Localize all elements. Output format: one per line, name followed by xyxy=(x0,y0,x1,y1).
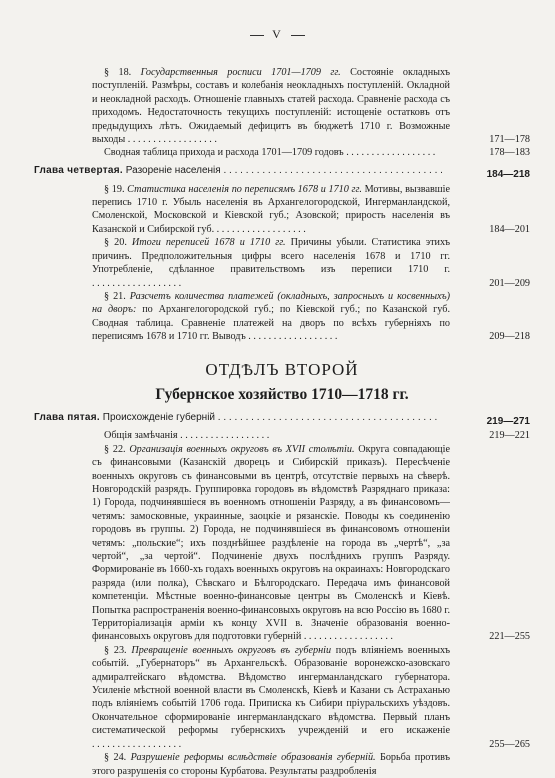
chapter-heading: Глава пятая. xyxy=(34,411,100,423)
section-text-part: § 19. xyxy=(104,183,128,195)
section-body xyxy=(92,237,450,288)
leader-dots: . . . . . . . . . . . . . . . . . . xyxy=(214,223,306,235)
page-number-dash-right xyxy=(291,35,305,36)
section-text-part: Мотивы, вызвавшіе перепись 1710 г. Убыль населенія въ Архангелогородской, Ингерманландской, Смоленской, Московской и Кіевской губ.; Азовской; прирость населенія въ Казанской и Сибирской губ. xyxy=(92,183,450,235)
section-pages: 255—265 xyxy=(489,738,530,750)
section-text-part: Государственныя росписи 1701—1709 гг. xyxy=(140,67,341,78)
leader-dots: . . . . . . . . . . . . . . . . . . xyxy=(245,331,338,343)
chapter-entry xyxy=(34,164,530,182)
section-text-part: § 24. xyxy=(104,752,131,764)
section-entry xyxy=(34,443,530,644)
section-body xyxy=(92,291,450,342)
leader-dots: . . . . . . . . . . . . . . . . . . xyxy=(343,147,436,159)
chapter-title: Разореніе населенія xyxy=(125,164,221,176)
section-pages: 201—209 xyxy=(489,277,530,289)
section-text-part: § 20. xyxy=(104,237,132,249)
section-text-part: Борьба противъ этого разрушенія со стороны Курбатова. Результаты раздробленія xyxy=(92,752,450,777)
leader-dots: . . . . . . . . . . . . . . . . . . xyxy=(92,277,182,289)
section-text xyxy=(92,146,450,159)
section-text-part: Разсчетъ количества платежей (окладныхъ, запросныхъ и косвенныхъ) на дворъ: xyxy=(92,290,451,316)
chapter-entry xyxy=(34,411,530,429)
section-text-part: Общія замѣчанія xyxy=(104,430,178,442)
chapter-text xyxy=(34,164,450,182)
leader-dots: . . . . . . . . . . . . . . . . . . xyxy=(177,430,270,442)
leader-dots: . . . . . . . . . . . . . . . . . . xyxy=(125,134,217,146)
section-pages: 221—255 xyxy=(489,631,530,643)
section-body xyxy=(92,444,450,643)
section-text-part: Организація военныхъ округовъ въ XVII столѣтіи. xyxy=(129,443,355,455)
chapter-pages: 184—218 xyxy=(486,169,530,181)
section-text-part: Разрушеніе реформы вслѣдствіе образованія губерній. xyxy=(130,752,376,764)
chapter-heading: Глава четвертая. xyxy=(34,164,123,176)
section-text xyxy=(92,183,450,237)
section-pages: 184—201 xyxy=(489,223,530,235)
section-text-part: Округа совпадающіе съ финансовыми (Казанскій дворецъ и Сибирскій приказъ). Пересѣченіе военныхъ округовъ съ финансовыми въ центрѣ, отсутствіе первыхъ на сѣверѣ. Новгородскій разрядъ. Группировка городовъ въ вѣдомствѣ Разряднаго приказа: 1) Города, подчинявшіеся въ военномъ отношеніи Разряду, а въ финансовомъ—четямъ: замосковные, украинные, заоцкіе и рязанскіе. Поводы къ соединенію городовъ въ группы. 2) Города, не подчинявшіеся въ финансовомъ отношеніи четямъ: „польские“; ихъ позднѣйшее раздѣленіе на города въ „чертѣ“, „за чертой“, „за чертой“. Подчиненіе двухъ послѣднихъ группъ Разряду. Формированіе въ 1660-хъ годахъ военныхъ округовъ на окраинахъ: Новгородскаго разряда (или полка), Сѣвскаго и Бѣлгородскаго. Передача имъ финансовой компетенціи. Мѣстные военно-финансовые центры въ Смоленскѣ и Кіевѣ. Попытка распространенія военно-финансовыхъ округовъ на всю Россію въ 1680 г. Территоріализація арміи къ концу XVII в. Значеніе образованія военно-финансовыхъ округовъ для подготовки губерній xyxy=(92,443,450,643)
section-pages: 219—221 xyxy=(489,430,530,442)
section-text xyxy=(92,66,450,146)
page-number-dash-left xyxy=(250,35,264,36)
section-text-part: § 18. xyxy=(104,67,141,78)
section-text xyxy=(92,751,450,778)
section-text-part: Превращеніе военныхъ округовъ въ губерніи xyxy=(131,644,332,656)
page-number-label: V xyxy=(272,27,283,41)
chapter-leader xyxy=(34,411,450,424)
section-text xyxy=(92,429,450,442)
section-entry xyxy=(34,644,530,751)
section-text xyxy=(92,443,450,644)
section-entry xyxy=(34,183,530,237)
section-body xyxy=(92,67,450,145)
section-entry xyxy=(34,66,530,146)
section-entry xyxy=(34,146,530,159)
section-text-part: § 23. xyxy=(104,644,132,656)
section-text xyxy=(92,290,450,344)
page-number xyxy=(0,27,555,42)
section-text-part: Состояніе окладныхъ поступленій. Размѣры, составъ и колебанія неокладныхъ поступленій. Окладной и неокладной расходъ. Отношеніе главныхъ статей расхода. Сравненіе расхода съ приходомъ. Недостаточность текущихъ поступленій: истощеніе остатковъ отъ предыдущихъ лѣтъ. Ожидаемый дефицитъ въ бюджетѣ 1710 г. Возможные выходы xyxy=(92,67,450,146)
section-entry xyxy=(34,429,530,442)
section-pages: 178—183 xyxy=(489,147,530,159)
section-entry xyxy=(34,290,530,344)
section-text-part: подъ вліяніемъ военныхъ событій. „Губернаторъ“ въ Архангельскѣ. Образованіе воронежско-азовскаго адмиралтейскаго вѣдомства. Вѣдомство ингерманландскаго губернатора. Усиленіе мѣстной военной власти въ Смоленскѣ, Кіевѣ и Казани съ Астраханью подъ вліяніемъ событій 1706 года. Приписка къ Сибири пріуральскихъ уѣздовъ. Окончательное сформированіе ингерманландскаго вѣдомства. Первый планъ систематической реформы губернскихъ учрежденій и его искаженіе xyxy=(92,644,451,737)
section-text xyxy=(92,236,450,290)
section-text xyxy=(92,644,450,751)
section-entry xyxy=(34,236,530,290)
section-body xyxy=(92,645,450,750)
part-subtitle: Губернское хозяйство 1710—1718 гг. xyxy=(155,385,409,403)
section-entry xyxy=(34,751,530,778)
section-body xyxy=(92,184,450,235)
chapter-leader xyxy=(34,164,450,177)
section-body xyxy=(104,430,269,441)
part-title: ОТДѢЛЪ ВТОРОЙ xyxy=(205,359,359,379)
section-text-part: Статистика населенія по переписямъ 1678 и 1710 гг. xyxy=(127,183,362,195)
section-text-part: Итоги переписей 1678 и 1710 гг. xyxy=(131,237,286,249)
section-pages: 209—218 xyxy=(489,331,530,343)
leader-dots: . . . . . . . . . . . . . . . . . . xyxy=(301,631,393,643)
chapter-title: Происхожденіе губерній xyxy=(102,411,216,423)
section-pages: 171—178 xyxy=(489,134,530,146)
table-of-contents xyxy=(34,66,530,778)
section-text-part: по Архангелогородской губ.; по Кіевской губ.; по Казанской губ. Сводная таблица. Сравненіе платежей на дворъ по всѣхъ губерніяхъ по переписямъ 1678 и 1710 гг. Выводъ xyxy=(92,304,450,343)
chapter-pages: 219—271 xyxy=(486,415,530,427)
section-body xyxy=(104,147,435,158)
section-text-part: § 21. xyxy=(104,290,130,302)
section-text-part: Причины убыли. Статистика этихъ причинъ. Предположительныя цифры всего населенія 1678 и 1710 гг. Употребленіе, сдѣланное правительствомъ изъ переписи 1710 г. xyxy=(92,237,450,276)
leader-dots: . . . . . . . . . . . . . . . . . . xyxy=(92,738,182,750)
chapter-text xyxy=(34,411,450,429)
section-text-part: Сводная таблица прихода и расхода 1701—1709 годовъ xyxy=(104,147,344,159)
section-body xyxy=(92,752,450,776)
section-text-part: § 22. xyxy=(104,443,130,455)
